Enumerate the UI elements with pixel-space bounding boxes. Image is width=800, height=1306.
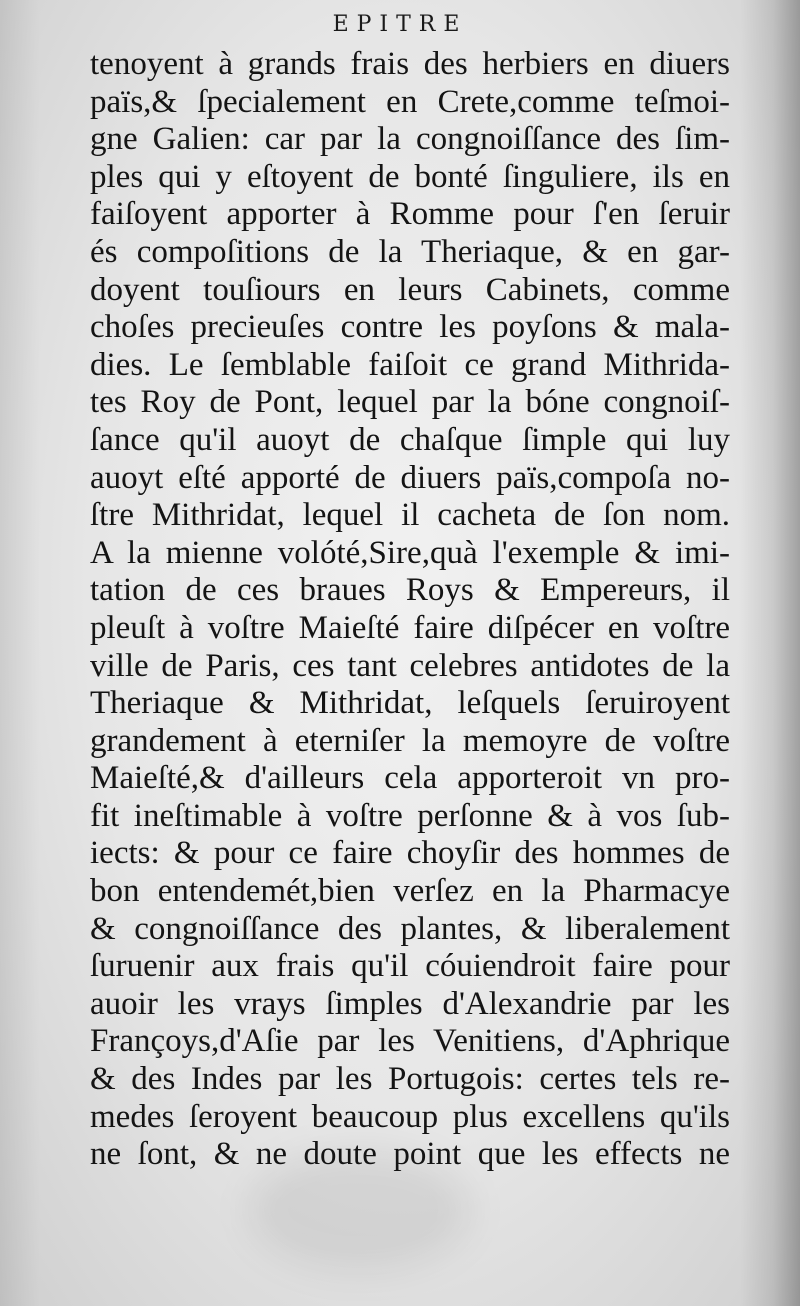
text-line: & des Indes par les Portugois: certes tels re- (90, 1061, 730, 1098)
page-left-edge-shading (0, 0, 40, 1306)
text-line: Maieſté,& d'ailleurs cela apporteroit vn pro- (90, 760, 730, 797)
text-line: pleuſt à voſtre Maieſté faire diſpécer en voſtre (90, 609, 730, 646)
text-line: bon entendemét,bien verſez en la Pharmacye (90, 873, 730, 910)
text-line: gne Galien: car par la congnoiſſance des ſim- (90, 121, 730, 158)
text-line: iects: & pour ce faire choyſir des hommes de (90, 835, 730, 872)
text-line: medes ſeroyent beaucoup plus excellens qu'ils (90, 1098, 730, 1135)
text-line: Françoys,d'Aſie par les Venitiens, d'Aphrique (90, 1023, 730, 1060)
text-line: tenoyent à grands frais des herbiers en diuers (90, 46, 730, 82)
text-line: és compoſitions de la Theriaque, & en gar- (90, 233, 730, 270)
text-line: choſes precieuſes contre les poyſons & mala- (90, 309, 730, 346)
text-line: auoir les vrays ſimples d'Alexandrie par les (90, 985, 730, 1022)
text-line: doyent touſiours en leurs Cabinets, comme (90, 271, 730, 308)
text-line: tation de ces braues Roys & Empereurs, il (90, 572, 730, 609)
text-line: ſtre Mithridat, lequel il cacheta de ſon nom. (90, 497, 730, 534)
text-line: ſance qu'il auoyt de chaſque ſimple qui luy (90, 421, 730, 458)
text-line: ples qui y eſtoyent de bonté ſinguliere, ils en (90, 158, 730, 195)
body-text (90, 46, 730, 1174)
text-line: ſuruenir aux frais qu'il cóuiendroit faire pour (90, 948, 730, 985)
text-line: ville de Paris, ces tant celebres antidotes de la (90, 647, 730, 684)
text-line: A la mienne volóté,Sire,quà l'exemple & imi- (90, 534, 730, 571)
page-gutter-shadow (740, 0, 800, 1306)
text-line: dies. Le ſemblable faiſoit ce grand Mithrida- (90, 346, 730, 383)
text-line: Theriaque & Mithridat, leſquels ſeruiroyent (90, 685, 730, 722)
text-line: grandement à eterniſer la memoyre de voſtre (90, 722, 730, 759)
text-line: & congnoiſſance des plantes, & liberalement (90, 910, 730, 947)
text-line: fit ineſtimable à voſtre perſonne & à vos ſub- (90, 797, 730, 834)
text-line: tes Roy de Pont, lequel par la bóne congnoiſ- (90, 384, 730, 421)
text-line: païs,& ſpecialement en Crete,comme teſmoi- (90, 83, 730, 120)
running-head: EPITRE (332, 12, 468, 37)
text-line: auoyt eſté apporté de diuers païs,compoſa no- (90, 459, 730, 496)
text-line: ne ſont, & ne doute point que les effects ne (90, 1136, 730, 1173)
text-line: faiſoyent apporter à Romme pour ſ'en ſeruir (90, 196, 730, 233)
